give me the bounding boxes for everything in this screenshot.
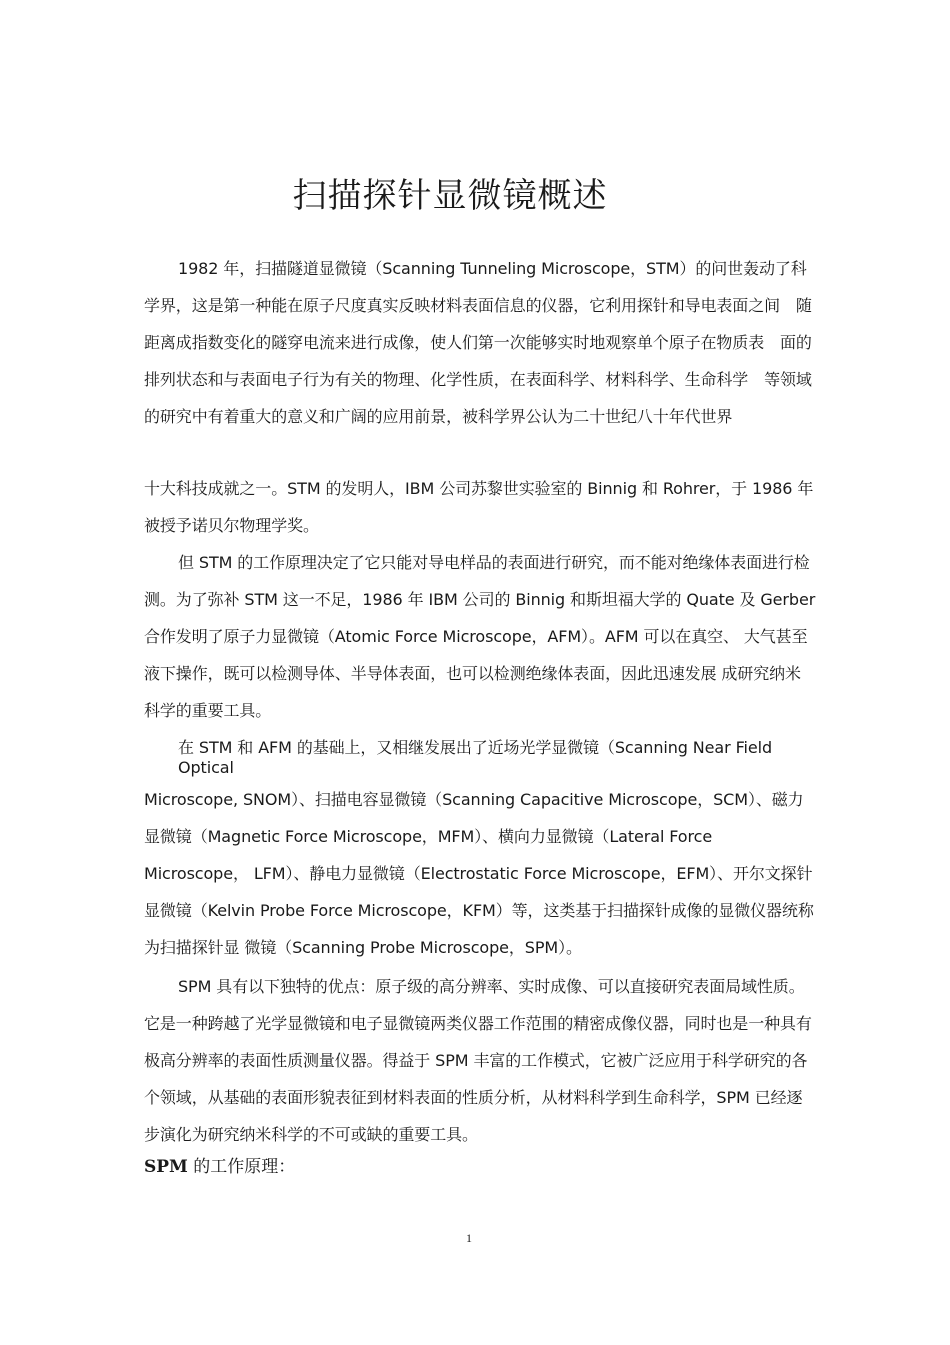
paragraph-stm-history: 1982 年，扫描隧道显微镜（Scanning Tunneling Microscope，STM）的问世轰动了科 学界，这是第一种能在原子尺度真实反映材料表面信息的仪器，它利用探针和导电表面之间 随距离成指数变化的隧穿电流来进行成像，使人们第一次能够实时地观察单个原子在物质表 面的排列状态和与表面电子行为有关的物理、化学性质，在表面科学、材料科学、生命科学 等领域的研究中有着重大的意义和广阔的应用前景，被科学界公认为二十世纪八十年代世界 xyxy=(144,259,823,426)
document-title: 扫描探针显微镜概述 xyxy=(292,176,608,216)
paragraph-spm-family-continued: Microscope, SNOM）、扫描电容显微镜（Scanning Capacitive Microscope，SCM）、磁力显微镜（Magnetic Force Microscope，MFM）、横向力显微镜（Lateral Force Microscope， LFM）、静电力显微镜（Electrostatic Force Microscope，EFM）、开尔文探针显微镜（Kelvin Probe Force Microscope，KFM）等，这类基于扫描探针成像的显微仪器统称为扫描探针显 微镜（Scanning Probe Microscope，SPM）。 xyxy=(144,790,814,957)
section-heading-bold-part: SPM xyxy=(144,1157,188,1177)
section-heading-spm-principle xyxy=(144,1154,295,1180)
paragraph-spm-family-start: 在 STM 和 AFM 的基础上，又相继发展出了近场光学显微镜（Scanning Near Field Optical xyxy=(178,738,773,777)
paragraph-stm-history-continued: 十大科技成就之一。STM 的发明人，IBM 公司苏黎世实验室的 Binnig 和 Rohrer，于 1986 年 被授予诺贝尔物理学奖。 xyxy=(144,479,814,535)
page-number: 1 xyxy=(466,1231,472,1245)
paragraph-afm-invention: 但 STM 的工作原理决定了它只能对导电样品的表面进行研究，而不能对绝缘体表面进行检测。为了弥补 STM 这一不足，1986 年 IBM 公司的 Binnig 和斯坦福大学的 Quate 及 Gerber 合作发明了原子力显微镜（Atomic Force Microscope，AFM）。AFM 可以在真空、 大气甚至液下操作，既可以检测导体、半导体表面，也可以检测绝缘体表面，因此迅速发展 成研究纳米科学的重要工具。 xyxy=(144,553,816,720)
paragraph-spm-advantages: SPM 具有以下独特的优点：原子级的高分辨率、实时成像、可以直接研究表面局域性质。它是一种跨越了光学显微镜和电子显微镜两类仪器工作范围的精密成像仪器，同时也是一种具有极高分辨率的表面性质测量仪器。得益于 SPM 丰富的工作模式，它被广泛应用于科学研究的各个领域，从基础的表面形貌表征到材料表面的性质分析，从材料科学到生命科学，SPM 已经逐步演化为研究纳米科学的不可或缺的重要工具。 xyxy=(144,977,812,1144)
section-heading-rest: 的工作原理： xyxy=(187,1157,296,1177)
